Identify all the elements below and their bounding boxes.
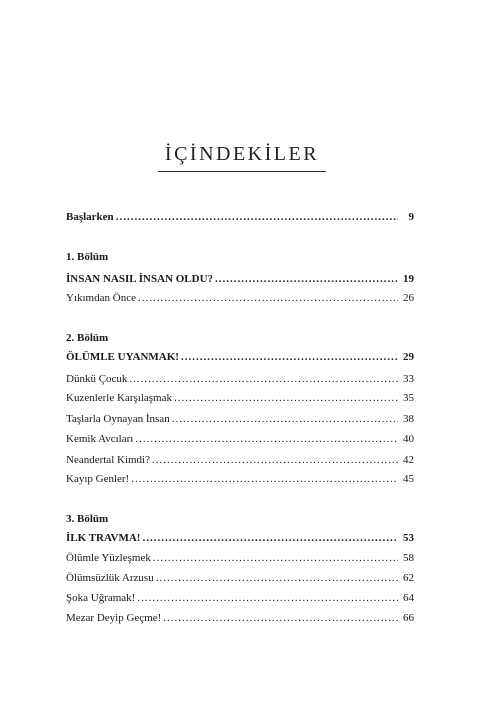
toc-entry-page: 64 bbox=[403, 592, 414, 604]
dot-leader bbox=[152, 452, 398, 469]
toc-entry-label: Mezar Deyip Geçme! bbox=[66, 612, 162, 624]
toc-entry-intro[interactable] bbox=[66, 209, 414, 226]
title-underline bbox=[158, 171, 326, 172]
toc-entry-label: Kayıp Genler! bbox=[66, 473, 130, 485]
toc-entry-page: 33 bbox=[403, 373, 414, 385]
toc-chapter-3[interactable] bbox=[66, 530, 414, 547]
toc-entry[interactable] bbox=[66, 390, 414, 407]
toc-entry-label: Taşlarla Oynayan İnsan bbox=[66, 413, 170, 425]
toc-entry-label: ÖLÜMLE UYANMAK! bbox=[66, 351, 179, 363]
toc-entry-page: 42 bbox=[403, 454, 414, 466]
toc-entry[interactable] bbox=[66, 610, 414, 627]
toc-entry[interactable] bbox=[66, 452, 414, 469]
toc-entry-page: 29 bbox=[403, 351, 414, 363]
toc-entry-page: 58 bbox=[403, 552, 414, 564]
dot-leader bbox=[129, 371, 398, 388]
toc-entry-page: 53 bbox=[403, 532, 414, 544]
toc-entry-page: 35 bbox=[403, 392, 414, 404]
toc-chapter-2[interactable] bbox=[66, 349, 414, 366]
dot-leader bbox=[142, 530, 398, 547]
dot-leader bbox=[135, 431, 398, 448]
toc-entry[interactable] bbox=[66, 550, 414, 567]
page-title: İÇİNDEKİLER bbox=[164, 143, 320, 165]
toc-entry-label: Yıkımdan Önce bbox=[66, 292, 136, 304]
section-heading-3: 3. Bölüm bbox=[66, 513, 109, 525]
toc-entry-label: Ölümsüzlük Arzusu bbox=[66, 572, 154, 584]
toc-entry-label: İNSAN NASIL İNSAN OLDU? bbox=[66, 273, 214, 285]
dot-leader bbox=[163, 610, 398, 627]
dot-leader bbox=[138, 290, 398, 307]
toc-entry[interactable] bbox=[66, 431, 414, 448]
toc-entry[interactable] bbox=[66, 371, 414, 388]
dot-leader bbox=[172, 411, 398, 428]
toc-entry-page: 9 bbox=[408, 211, 414, 223]
toc-entry-label: Şoka Uğramak! bbox=[66, 592, 136, 604]
toc-entry[interactable] bbox=[66, 471, 414, 488]
toc-entry[interactable] bbox=[66, 590, 414, 607]
dot-leader bbox=[137, 590, 398, 607]
toc-entry-page: 45 bbox=[403, 473, 414, 485]
toc-entry-page: 19 bbox=[403, 273, 414, 285]
section-heading-2: 2. Bölüm bbox=[66, 332, 109, 344]
toc-entry-page: 26 bbox=[403, 292, 414, 304]
section-heading-1: 1. Bölüm bbox=[66, 251, 109, 263]
dot-leader bbox=[215, 271, 398, 288]
dot-leader bbox=[153, 550, 398, 567]
toc-entry-label: Neandertal Kimdi? bbox=[66, 454, 150, 466]
dot-leader bbox=[116, 209, 398, 226]
toc-entry-label: Başlarken bbox=[66, 211, 114, 223]
toc-entry[interactable] bbox=[66, 290, 414, 307]
dot-leader bbox=[174, 390, 398, 407]
toc-entry-label: Ölümle Yüzleşmek bbox=[66, 552, 151, 564]
toc-entry[interactable] bbox=[66, 411, 414, 428]
dot-leader bbox=[156, 570, 398, 587]
toc-entry-label: Dünkü Çocuk bbox=[66, 373, 128, 385]
toc-entry-label: Kuzenlerle Karşılaşmak bbox=[66, 392, 172, 404]
toc-entry-page: 66 bbox=[403, 612, 414, 624]
toc-entry-page: 62 bbox=[403, 572, 414, 584]
toc-entry-label: İLK TRAVMA! bbox=[66, 532, 141, 544]
toc-entry[interactable] bbox=[66, 570, 414, 587]
toc-entry-page: 38 bbox=[403, 413, 414, 425]
dot-leader bbox=[181, 349, 398, 366]
toc-entry-page: 40 bbox=[403, 433, 414, 445]
toc-entry-label: Kemik Avcıları bbox=[66, 433, 134, 445]
dot-leader bbox=[131, 471, 398, 488]
toc-chapter-1[interactable] bbox=[66, 271, 414, 288]
